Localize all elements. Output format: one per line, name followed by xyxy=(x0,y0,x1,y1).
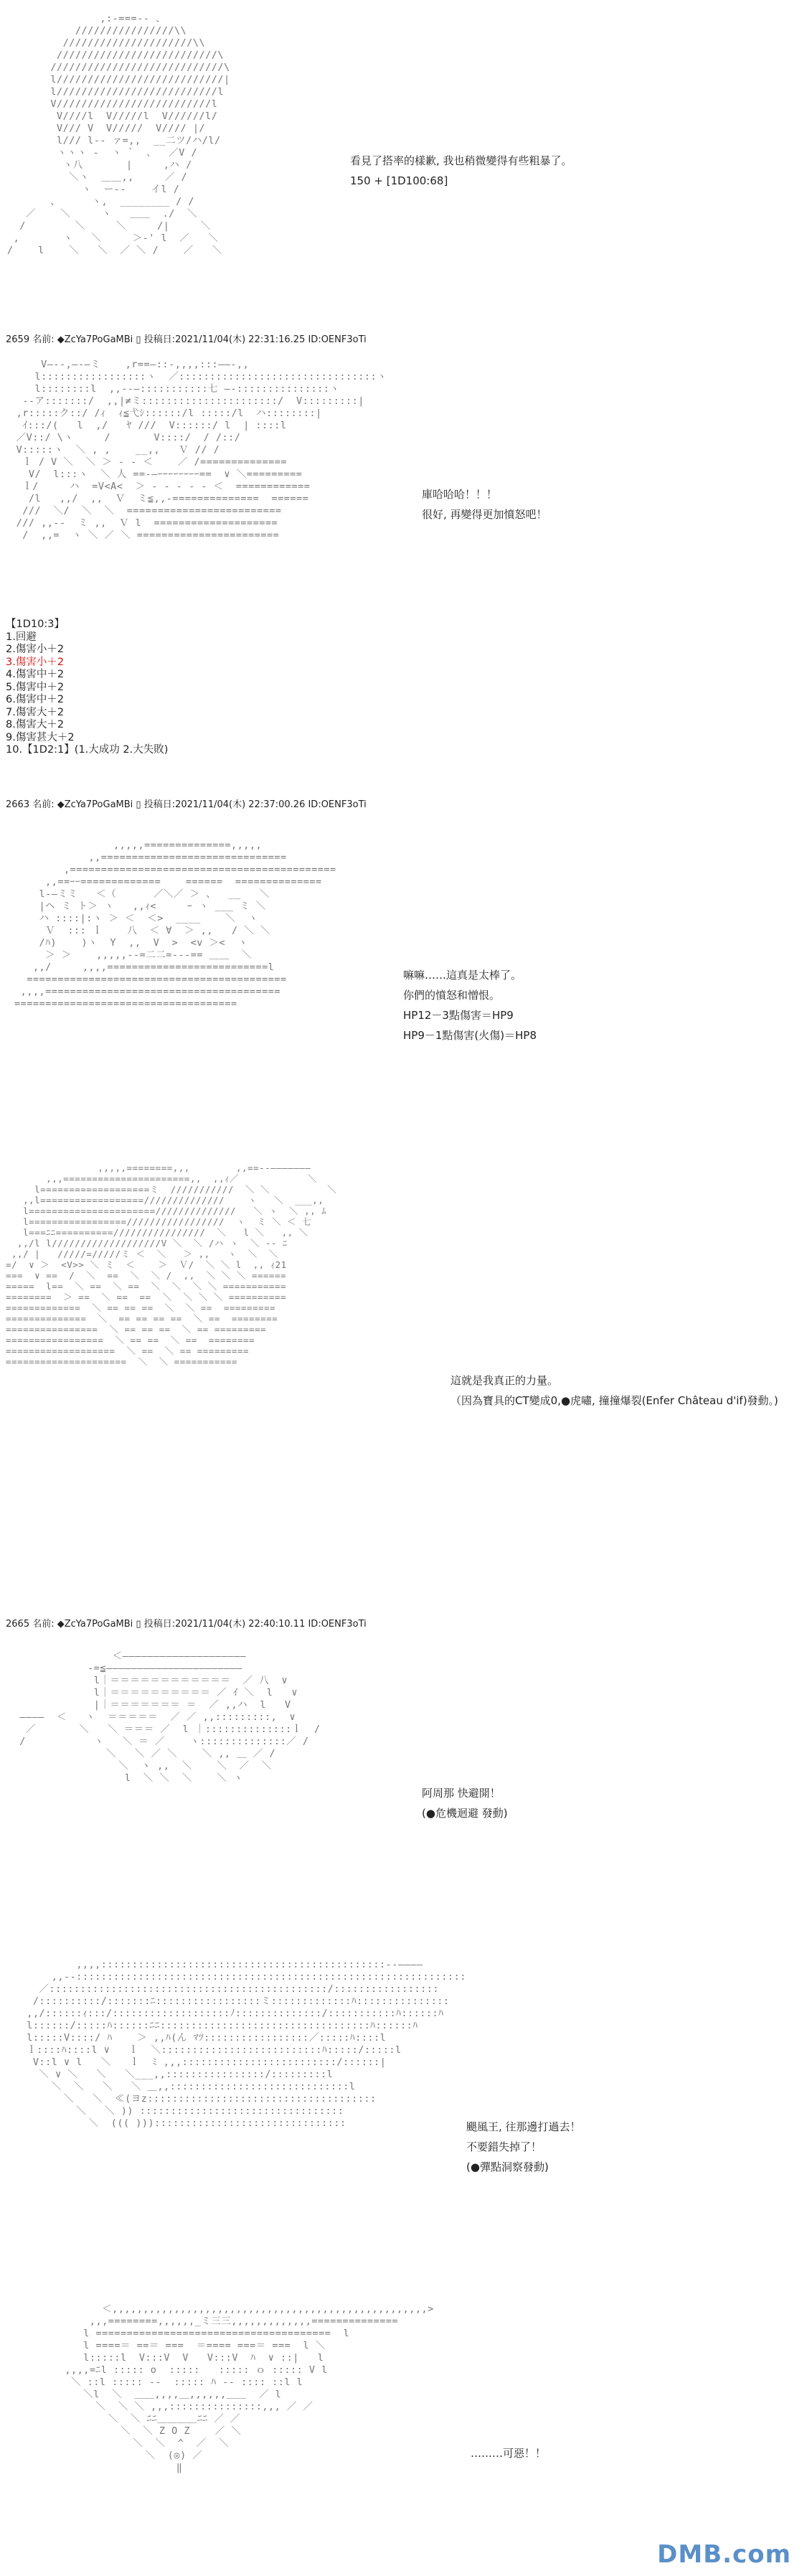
dialog-line: 嘛嘛……這真是太棒了。 xyxy=(403,969,522,982)
dialog-text xyxy=(471,2443,546,2463)
roll-item: 1.回避 xyxy=(6,631,37,643)
post-panel xyxy=(0,352,807,617)
roll-item: 6.傷害中＋2 xyxy=(6,694,65,705)
post-panel xyxy=(0,1945,807,2275)
dialog-line: HP12－3點傷害＝HP9 xyxy=(403,1009,514,1022)
dialog-line: 看見了搭率的樣歉, 我也稍微變得有些粗暴了。 xyxy=(350,154,572,167)
ascii-art: ,,,,,==============,,,,, ,,============================== ,=========================================== ,,==ｰｰ============= ====== ============== l-―ミミ ＜（ ／＼／ ＞ 、 __ ＼ |ヘ ミ ト＞ ヽ ,,ｨ< ｰ ヽ ___ ミ ＼ ハ ::::|:ヽ ＞ ＜ ＜> ____ ＼ ヽ Ｖ ::: ｌ 八 ＜ ∀ ＞ ,, / ＼ ＼ /ﾊ) )ヽ Y ,, V > <v ＞< ヽ ＞ ＞ ,,,,,--=二二=---== ＿＿ ＼ ,,/ ,,,,==========================l ========================================== ,,,,====================================== ==================================== xyxy=(14,840,336,1010)
post-header: 2665 名前: ◆ZcYa7PoGaMBi ▯ 投稿日:2021/11/04(木) 22:40:10.11 ID:OENF3oTi xyxy=(6,1619,367,1630)
post-panel xyxy=(0,0,807,330)
roll-item-highlighted: 3.傷害小＋2 xyxy=(6,656,65,668)
dialog-line: (●彈點洞察發動) xyxy=(466,2161,549,2173)
post-header: 2659 名前: ◆ZcYa7PoGaMBi ▯ 投稿日:2021/11/04(木) 22:31:16.25 ID:OENF3oTi xyxy=(6,334,367,345)
dialog-text xyxy=(403,965,537,1045)
dialog-text xyxy=(466,2117,581,2177)
post-panel xyxy=(0,1636,807,1916)
ascii-art: ＜―――――――――――――――――――― -=≦―――――――――――――――――――――― l｜＝＝＝＝＝＝＝＝＝＝＝＝ ／ 八 ∨ l｜＝＝＝＝＝＝＝＝＝＝ ／ ｲ ＼ l ∨ |｜＝＝＝＝＝＝＝ ＝ ／ ,,ハ l V ―――― ＜ ヽ ＝＝＝＝＝ ／ ／ ,,:::::::::, ∨ ／ ＼ ＼ ＝＝＝ ／ l ｜::::::::::::::ｌ / / ヽ ＼ ＝ ／ ヽ::::::::::::::／ / ＼ ＼ ／ ＼ ＼ ,, ＿ ／ / ＼ ヽ ,, ＼ ＼ ／ ＼ l ＼ ＼ ＼ ＼ ヽ xyxy=(19,1650,321,1784)
site-watermark-logo: DMB.com xyxy=(657,2540,791,2569)
roll-item: 7.傷害大＋2 xyxy=(6,706,65,718)
roll-item: 5.傷害中＋2 xyxy=(6,681,65,693)
roll-item: 4.傷害中＋2 xyxy=(6,669,65,680)
dialog-line: 颶風王, 往那邊打過去！ xyxy=(466,2120,581,2133)
dialog-text xyxy=(422,1783,508,1823)
post-panel xyxy=(0,2275,807,2576)
dialog-line: 這就是我真正的力量。 xyxy=(450,1374,559,1387)
dialog-line: 你們的憤怒和憎恨。 xyxy=(403,989,501,1002)
post-header: 2663 名前: ◆ZcYa7PoGaMBi ▯ 投稿日:2021/11/04(木) 22:37:00.26 ID:OENF3oTi xyxy=(6,799,367,810)
dialog-text xyxy=(450,1371,778,1411)
dialog-text xyxy=(350,151,572,191)
dialog-line: 庫哈哈哈！！！ xyxy=(422,488,498,501)
dialog-line: 阿周那 快避開！ xyxy=(422,1787,501,1800)
ascii-art: V―--,―-―ミ ,r==―::-,,,,:::――-,, l:::::::::::::::::ヽ ／::::::::::::::::::::::::::::::::ヽ l::::::::l ,,--―:::::::::::七 ―-:::::::::::::::ヽ -‐ア:::::::/ ,,|≠ミ::::::::::::::::::::::/ V:::::::::| ,r:::::ク::/ /ｨ ｨ≦弋ｼ::::::/l :::::/l ハ::::::::| ｲ:::/( l ,/ ﾔ /// V::::::/ l | ::::l ／V::/ \ヽ / V::::/ / /::/ V:::::ヽ ＼ , , __,, Ｖ // / ｌ / V ＼ ＼ ＞ ‐ ‐ ＜ ／ /============== V/ l:::ヽ ＼ 人 ==-―ｰｰｰｰｰｰｰｰ== ∨ ＼========= ｌ/ ハ =V<A< ＞ ‐ ‐ - ‐ ‐ ＜ ============ /l ,,/ ,, Ｖ ミ≦,,-============== ====== /// ＼/ ＼ ＼ ========================= /// ,,-- ミ ,, Ｖ l ==================== / ,,= ヽ ＼ ／ ＼ ======================= xyxy=(16,359,387,541)
roll-item: 2.傷害小＋2 xyxy=(6,644,65,655)
post-panel xyxy=(0,1155,807,1600)
ascii-art: ,,,,::::::::::::::::::::::::::::::::::::::::::::::-‐―――― ,,-‐::::::::::::::::::::::::::::::::::::::::::::::::::::::::::::::: ／:::::::::::::::::::::::::::::::::::::::::::::/::::::::::::::::: /::::::::::/:::::::ﾆ:::::::::::::::::ミ:::::::::::::ﾊ::::::::::::::: ,,/::::::ｨ:::/:::::::::::::::::::ﾉ::::::::::::::/:::::::::::ﾊ::::::ﾊ l::::::/:::::ﾊ::::::ﾆﾆ::::::::::::::::::::::::::::::::::ﾊ::::::ﾊ l:::::V::::/ ﾊ ＞ ,,ﾊ(ん ﾏﾂ:::::::::::::::::／:::::ﾊ::::l ｌ::::ﾊ::::l ∨ ｌ ＼::::::::::::::::::::::::::ﾊ:::::/:::::l V::l ∨ l ＼ ｌ ﾐ ,,,:::::::::::::::::::::::::/::::::| ＼ ∨ ＼ ＼ ＼___,,::::::::::::::::/:::::::::l ＼ ＼ ＼ ＼ ＿,,:::::::::::::::::::::::::::::l ＼ ＼ ≪(ヨz::::::::::::::::::::::::::::::::::::: ＼ ＼ )) ::::::::::::::::::::::::::::::::: ＼ ((( )))::::::::::::::::::::::::::::::: xyxy=(27,1959,466,2129)
roll-item: 9.傷害甚大＋2 xyxy=(6,731,75,743)
ascii-art: ,,,,,========,,, ,,==‐‐――――――― ,,,======================,, ,,ｨ／ ＼ l===================ミ /////////// ＼ ＼ ＼ ,,l==================////////////// ヽ ＼ ___,, l======================////////////// ＼ ヽ ＼ ,, ﾑ l=================///////////////// ヽ ミ ＼ ＜ 七 l===ﾆﾆ==========//////////////// ＼ l ＼ ,, ＼ ,,/l l///////////////////V ＼ ＼ /ハ ヽ ＼ -‐ ﾆ ,,/ | /////=/////ミ ＜ ＼ ＞ ,, ヽ ＼ ＼ =/ ∨ ＞ <V>> ＼ ミ ＜ ＞ Ｖ/ ＼ ＼ l ,, ｨ21 === ∨ == / ＼ == ＼ ＼ / ,, ＼ ＼ ＼ ====== ===== l== ＼ == ＼ == ＼ ＼ ＼ ＼ =========== ======== ＞ == ＼ == == ＼ ＼ ＼ ＼ ========== ============= ＼ == == == ＼ ＼ == ========= ============== ＼ == == == == ＼ == ======== ================ ＼ == == == ＼ == ========= ================= ＼ == == ＼ == ======== =================== ＼ == ＼ == ========= ===================== ＼ ＼ =========== xyxy=(6,1162,337,1367)
dice-roll-list xyxy=(6,619,168,757)
post-panel xyxy=(0,818,807,1148)
roll-item: 8.傷害大＋2 xyxy=(6,719,65,730)
dialog-line: 150 + [1D100:68] xyxy=(350,174,448,187)
roll-item: 10.【1D2:1】(1.大成功 2.大失敗) xyxy=(6,744,169,756)
ascii-art: ,:-===-- 、 ////////////////\\ /////////////////////\\ //////////////////////////\ ////////////////////////////\ l///////////////////////////| l//////////////////////////l V/////////////////////////l V////l V/////l V//////l/ V/// V V///// V//// |/ l/// l-- ァ=,, __二ツ/ハ/l/ ヽヽヽ ‐ ヽ ` 、 ／V / ヽ八 | ,ハ / ＼ヽ ＿＿,, ／ / ヽ ー‐‐ イl / 、 ヽ, ________ / / ／ ＼ ヽ ＿＿ ./ ＼ / ＼ ＼ /| ＼ , ヽ ＼ ＞‐' l ／ ＼ / l ＼ ＼ ／ ＼ / ／ ＼ xyxy=(7,13,230,256)
ascii-art: ＜,,,,,,,,,,,,,,,,,,,,,,,,,,,,,,,,,,,,,,,,,,,,,,,,,,,> ,,,========,,,,,,_ミ三三,,,,,,,,,,,,,============== l ====================================== l l ====＝ ==＝ === ＝==== ===＝ === l ＼ l:::::l V:::V V V:::V ﾊ ∨ ::| l ,,,,=ﾆl ::::: o ::::: ::::: ｏ ::::: V l ＼ ::l ::::: -‐ ::::: ﾊ -‐ :::: ::l l ＼l ＼ ＿＿,,,,＿,,,,,,＿＿ ／ l ＼ ＼ ＼ ,,,:::::::::::::::,,, ／ ／ ＼ ＼ ﾆﾆ＿＿＿＿ﾆﾆ ／ ／ ＼ ＼ Z O Z ／ ＼ ＼ ＼ ^ ／ ＼ ＼ (◎) ／ ‖ xyxy=(65,2303,434,2473)
dialog-line: 不要錯失掉了！ xyxy=(466,2140,542,2153)
dialog-text xyxy=(422,484,547,525)
dialog-line: 很好, 再變得更加憤怒吧！ xyxy=(422,508,547,521)
roll-title: 【1D10:3】 xyxy=(6,619,65,630)
dialog-line: （因為寶具的CT變成0,●虎嘯, 撞撞爆裂(Enfer Château d'if)發動。) xyxy=(450,1394,778,1407)
dialog-line: HP9－1點傷害(火傷)＝HP8 xyxy=(403,1029,537,1042)
dialog-line: (●危機迴避 發動) xyxy=(422,1807,508,1820)
dialog-line: ………可惡！！ xyxy=(471,2447,547,2460)
